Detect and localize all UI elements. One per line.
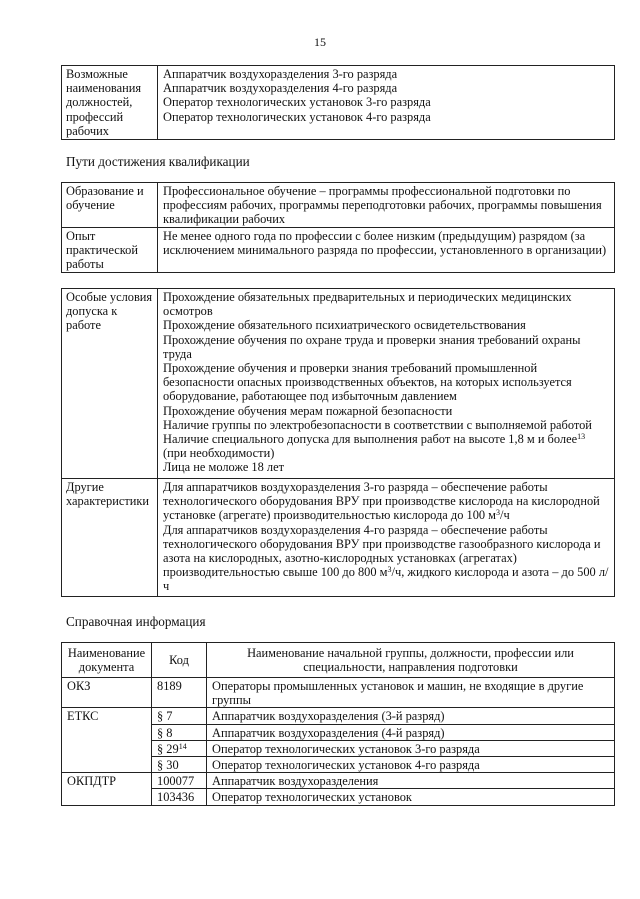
education-label: Образование и обучение [62, 183, 158, 228]
footnote-ref-13: 13 [577, 432, 586, 442]
list-item: Оператор технологических установок 3-го разряда [163, 95, 431, 110]
list-item-height-permit [163, 432, 610, 460]
positions-list [158, 66, 615, 140]
table-row [62, 773, 615, 789]
table-header-row [62, 643, 615, 678]
table-row [62, 227, 615, 272]
okpdtr-name: Аппаратчик воздухоразделения [207, 773, 615, 789]
qualification-table [61, 182, 615, 273]
list-item: Оператор технологических установок 4-го разряда [163, 109, 431, 124]
height-permit-note: (при необходимости) [163, 446, 275, 461]
superscript: 3 [387, 565, 392, 575]
okpdtr-code: 103436 [152, 789, 207, 805]
etks-name: Оператор технологических установок 4-го разряда [207, 757, 615, 773]
list-item: Аппаратчик воздухоразделения 3-го разряда [163, 67, 398, 81]
footnote-ref-14: 14 [178, 741, 187, 751]
positions-label: Возможные наименования должностей, профессий рабочих [62, 66, 158, 140]
other-paragraph-1 [163, 480, 610, 523]
list-item: Лица не моложе 18 лет [163, 460, 285, 475]
okpdtr-doc: ОКПДТР [62, 773, 152, 805]
list-item: Прохождение обучения по охране труда и проверки знания требований охраны труда [163, 332, 581, 361]
other-label: Другие характеристики [62, 479, 158, 597]
list-item: Аппаратчик воздухоразделения 4-го разряда [163, 81, 398, 96]
etks-code: § 7 [152, 708, 207, 724]
column-header-name: Наименование начальной группы, должности, профессии или специальности, направления подготовки [207, 643, 615, 678]
etks-name: Аппаратчик воздухоразделения (3-й разряд) [207, 708, 615, 724]
okpdtr-code: 100077 [152, 773, 207, 789]
list-item: Прохождение обязательного психиатрического освидетельствования [163, 318, 526, 333]
etks-code: § 8 [152, 724, 207, 740]
etks-name: Аппаратчик воздухоразделения (4-й разряд) [207, 724, 615, 740]
etks-doc: ЕТКС [62, 708, 152, 773]
other-paragraph-1-text: Для аппаратчиков воздухоразделения 3-го разряда – обеспечение работы технологического оборудования ВРУ при производстве кислорода на кислородной установке (агрегате) производительностью кислорода до 100 м [163, 480, 600, 523]
list-item: Прохождение обучения мерам пожарной безопасности [163, 403, 453, 418]
other-paragraph-2-end: /ч, жидкого кислорода и азота – до 500 л/ч [163, 565, 609, 594]
height-permit-text: Наличие специального допуска для выполнения работ на высоте 1,8 м и более [163, 432, 578, 447]
column-header-document: Наименование документа [62, 643, 152, 678]
etks-code [152, 740, 207, 756]
reference-heading: Справочная информация [66, 614, 206, 629]
conditions-label: Особые условия допуска к работе [62, 289, 158, 479]
superscript: 3 [496, 508, 501, 518]
qualification-heading: Пути достижения квалификации [66, 154, 250, 169]
page-number: 15 [314, 35, 326, 49]
other-paragraph-2 [163, 523, 610, 594]
other-text [158, 479, 615, 597]
positions-table [61, 65, 615, 140]
table-row [62, 479, 615, 597]
table-row [62, 183, 615, 228]
table-row [62, 66, 615, 140]
list-item: Прохождение обязательных предварительных и периодических медицинских осмотров [163, 290, 572, 319]
other-paragraph-2-text: Для аппаратчиков воздухоразделения 4-го разряда – обеспечение работы технологического оборудования ВРУ при производстве газообразного кислорода и азота на кислородных, азотно-кислородных установках (агрегатах) производительностью свыше 100 до 800 м [163, 522, 601, 580]
table-row [62, 678, 615, 708]
reference-table [61, 642, 615, 806]
okz-name: Операторы промышленных установок и машин, не входящие в другие группы [207, 678, 615, 708]
table-row [62, 708, 615, 724]
experience-text: Не менее одного года по профессии с более низким (предыдущим) разрядом (за исключением минимального разряда по профессии, установленного в организации) [158, 227, 615, 272]
etks-name: Оператор технологических установок 3-го разряда [207, 740, 615, 756]
okz-doc: ОКЗ [62, 678, 152, 708]
other-paragraph-1-end: /ч [500, 508, 510, 523]
conditions-list [158, 289, 615, 479]
column-header-code: Код [152, 643, 207, 678]
conditions-table [61, 288, 615, 597]
okpdtr-name: Оператор технологических установок [207, 789, 615, 805]
table-row [62, 289, 615, 479]
okz-code: 8189 [152, 678, 207, 708]
list-item: Прохождение обучения и проверки знания требований промышленной безопасности опасных производственных объектов, на которых используется оборудование, работающее под избыточным давлением [163, 361, 572, 404]
etks-code-text: § 29 [157, 741, 179, 756]
education-text: Профессиональное обучение – программы профессиональной подготовки по профессиям рабочих, программы переподготовки рабочих, программы повышения квалификации рабочих [158, 183, 615, 228]
experience-label: Опыт практической работы [62, 227, 158, 272]
etks-code: § 30 [152, 757, 207, 773]
list-item: Наличие группы по электробезопасности в соответствии с выполняемой работой [163, 417, 592, 432]
